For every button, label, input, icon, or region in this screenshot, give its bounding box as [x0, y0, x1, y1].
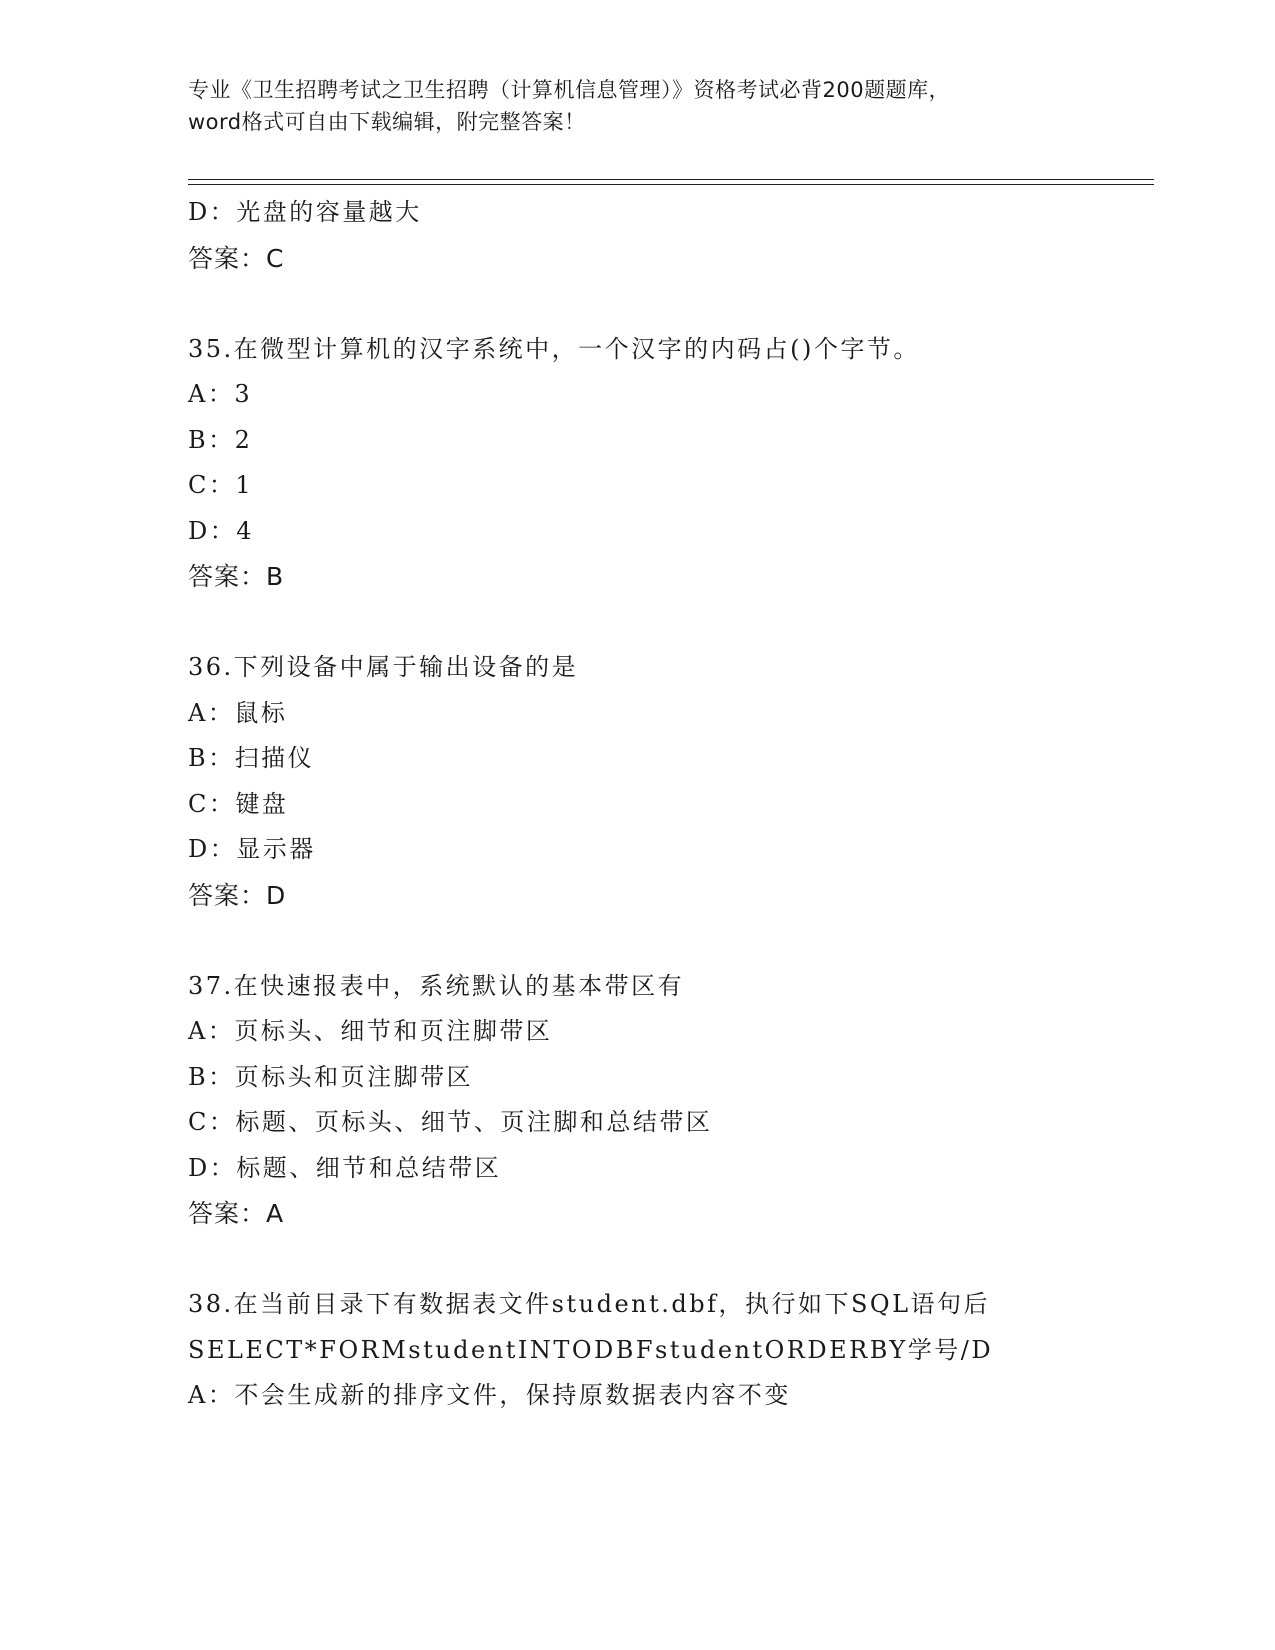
spacer: [188, 1237, 1148, 1283]
question-38: 38.在当前目录下有数据表文件student.dbf，执行如下SQL语句后: [188, 1290, 991, 1318]
answer-line: 答案：D: [188, 880, 287, 910]
option-a: A：不会生成新的排序文件，保持原数据表内容不变: [188, 1381, 791, 1409]
header-rule-top: [188, 179, 1154, 180]
question-37: 37.在快速报表中，系统默认的基本带区有: [188, 971, 685, 1000]
option-a: A：3: [188, 380, 253, 408]
spacer: [188, 918, 1148, 964]
option-b: B：页标头和页注脚带区: [188, 1062, 474, 1091]
header-line-1: 专业《卫生招聘考试之卫生招聘（计算机信息管理）》资格考试必背200题题库，: [188, 78, 951, 102]
option-d: D：光盘的容量越大: [188, 198, 422, 226]
question-36: 36.下列设备中属于输出设备的是: [188, 653, 579, 681]
document-header: [188, 74, 1088, 138]
option-c: C：标题、页标头、细节、页注脚和总结带区: [188, 1108, 713, 1136]
answer-line: 答案：A: [188, 1199, 285, 1228]
header-rule-bottom: [188, 184, 1154, 185]
answer-line: 答案：B: [188, 562, 285, 591]
option-d: D：显示器: [188, 835, 316, 863]
option-d: D：4: [188, 516, 255, 545]
spacer: [188, 281, 1148, 327]
option-c: C：键盘: [188, 789, 289, 818]
question-35: 35.在微型计算机的汉字系统中，一个汉字的内码占()个字节。: [188, 334, 920, 363]
option-a: A：鼠标: [188, 698, 288, 727]
option-b: B：扫描仪: [188, 744, 315, 772]
option-d: D：标题、细节和总结带区: [188, 1153, 502, 1182]
option-c: C：1: [188, 471, 254, 499]
spacer: [188, 600, 1148, 646]
question-list: [188, 190, 1148, 1419]
sql-statement: SELECT*FORMstudentINTODBFstudentORDERBY学号/D: [188, 1335, 994, 1364]
header-line-2: word格式可自由下载编辑，附完整答案！: [188, 110, 586, 134]
option-a: A：页标头、细节和页注脚带区: [188, 1017, 553, 1045]
option-b: B：2: [188, 425, 253, 454]
answer-line: 答案：C: [188, 243, 285, 273]
